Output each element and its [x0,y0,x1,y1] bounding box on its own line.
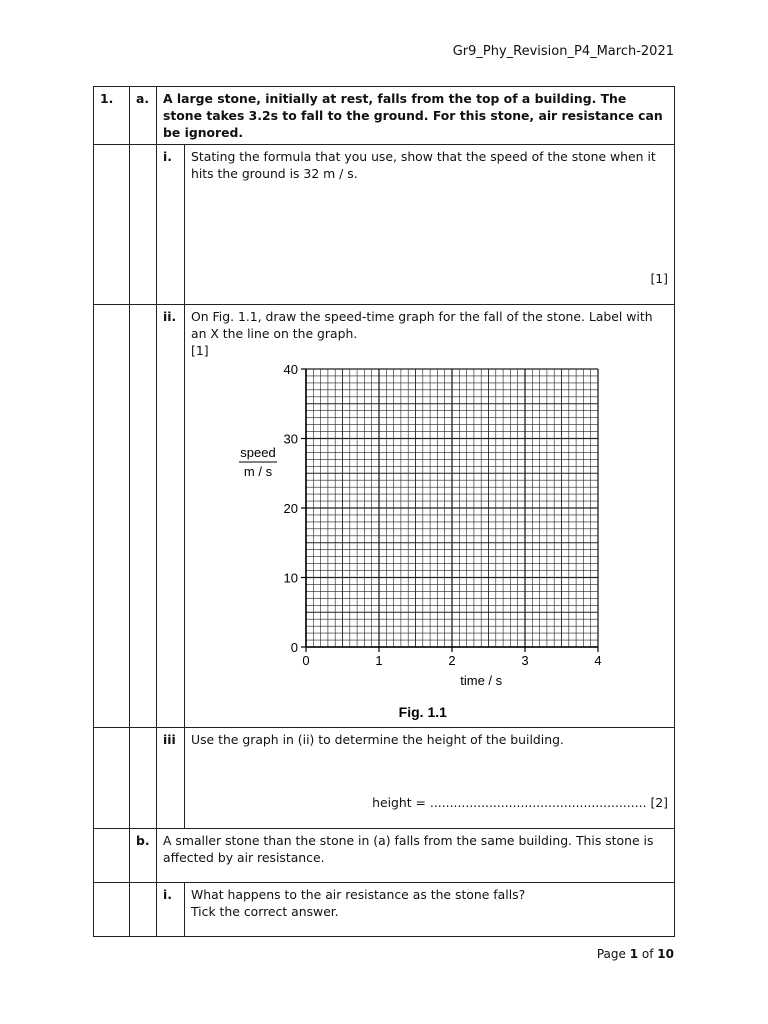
x-tick-label: 2 [448,653,456,668]
figure-caption: Fig. 1.1 [398,704,447,720]
marks-i: [1] [650,271,668,286]
y-axis-label-top: speed [240,445,276,460]
subpart-i-text: Stating the formula that you use, show that the speed of the stone when it hits the ground is 32 m / s. [191,149,656,181]
row-q1b [94,829,675,883]
part-a-stem: A large stone, initially at rest, falls from the top of a building. The stone takes 3.2s to fall to the ground. For this stone, air resistance can be ignored. [157,87,675,145]
subpart-b-i-instruction: Tick the correct answer. [191,904,339,919]
x-axis-label: time / s [460,673,503,688]
row-q1bi [94,883,675,937]
subpart-iii-text: Use the graph in (ii) to determine the height of the building. [191,732,564,747]
question-table [93,86,675,937]
x-tick-label: 4 [594,653,602,668]
y-axis-label-bottom: m / s [243,464,273,479]
subpart-label-iii: iii [157,728,185,829]
part-b-stem: A smaller stone than the stone in (a) falls from the same building. This stone is affected by air resistance. [157,829,675,883]
page-footer: Page 1 of 10 [596,947,674,961]
row-q1ai [94,145,675,305]
row-q1aii [94,305,675,728]
marks-ii: [1] [191,343,209,358]
subpart-label-i: i. [157,145,185,305]
x-tick-label: 0 [302,653,310,668]
part-label-a: a. [130,87,157,145]
subpart-label-ii: ii. [157,305,185,728]
row-q1aiii [94,728,675,829]
question-number: 1. [94,87,130,145]
subpart-b-i-question: What happens to the air resistance as the stone falls? [191,887,526,902]
row-q1a [94,87,675,145]
y-tick-label: 10 [283,570,298,586]
part-label-b: b. [130,829,157,883]
y-tick-label: 0 [290,640,298,655]
y-tick-label: 40 [283,362,298,377]
height-answer-line: height = ....................................................... [2] [372,795,668,810]
document-header: Gr9_Phy_Revision_P4_March-2021 [452,44,674,59]
x-tick-label: 3 [521,653,529,668]
subpart-label-b-i: i. [157,883,185,937]
y-tick-label: 20 [283,501,298,516]
x-tick-label: 1 [375,653,383,668]
y-tick-label: 30 [283,431,298,447]
speed-time-graph [181,359,661,724]
subpart-ii-text: On Fig. 1.1, draw the speed-time graph for the fall of the stone. Label with an X the line on the graph. [191,309,653,341]
